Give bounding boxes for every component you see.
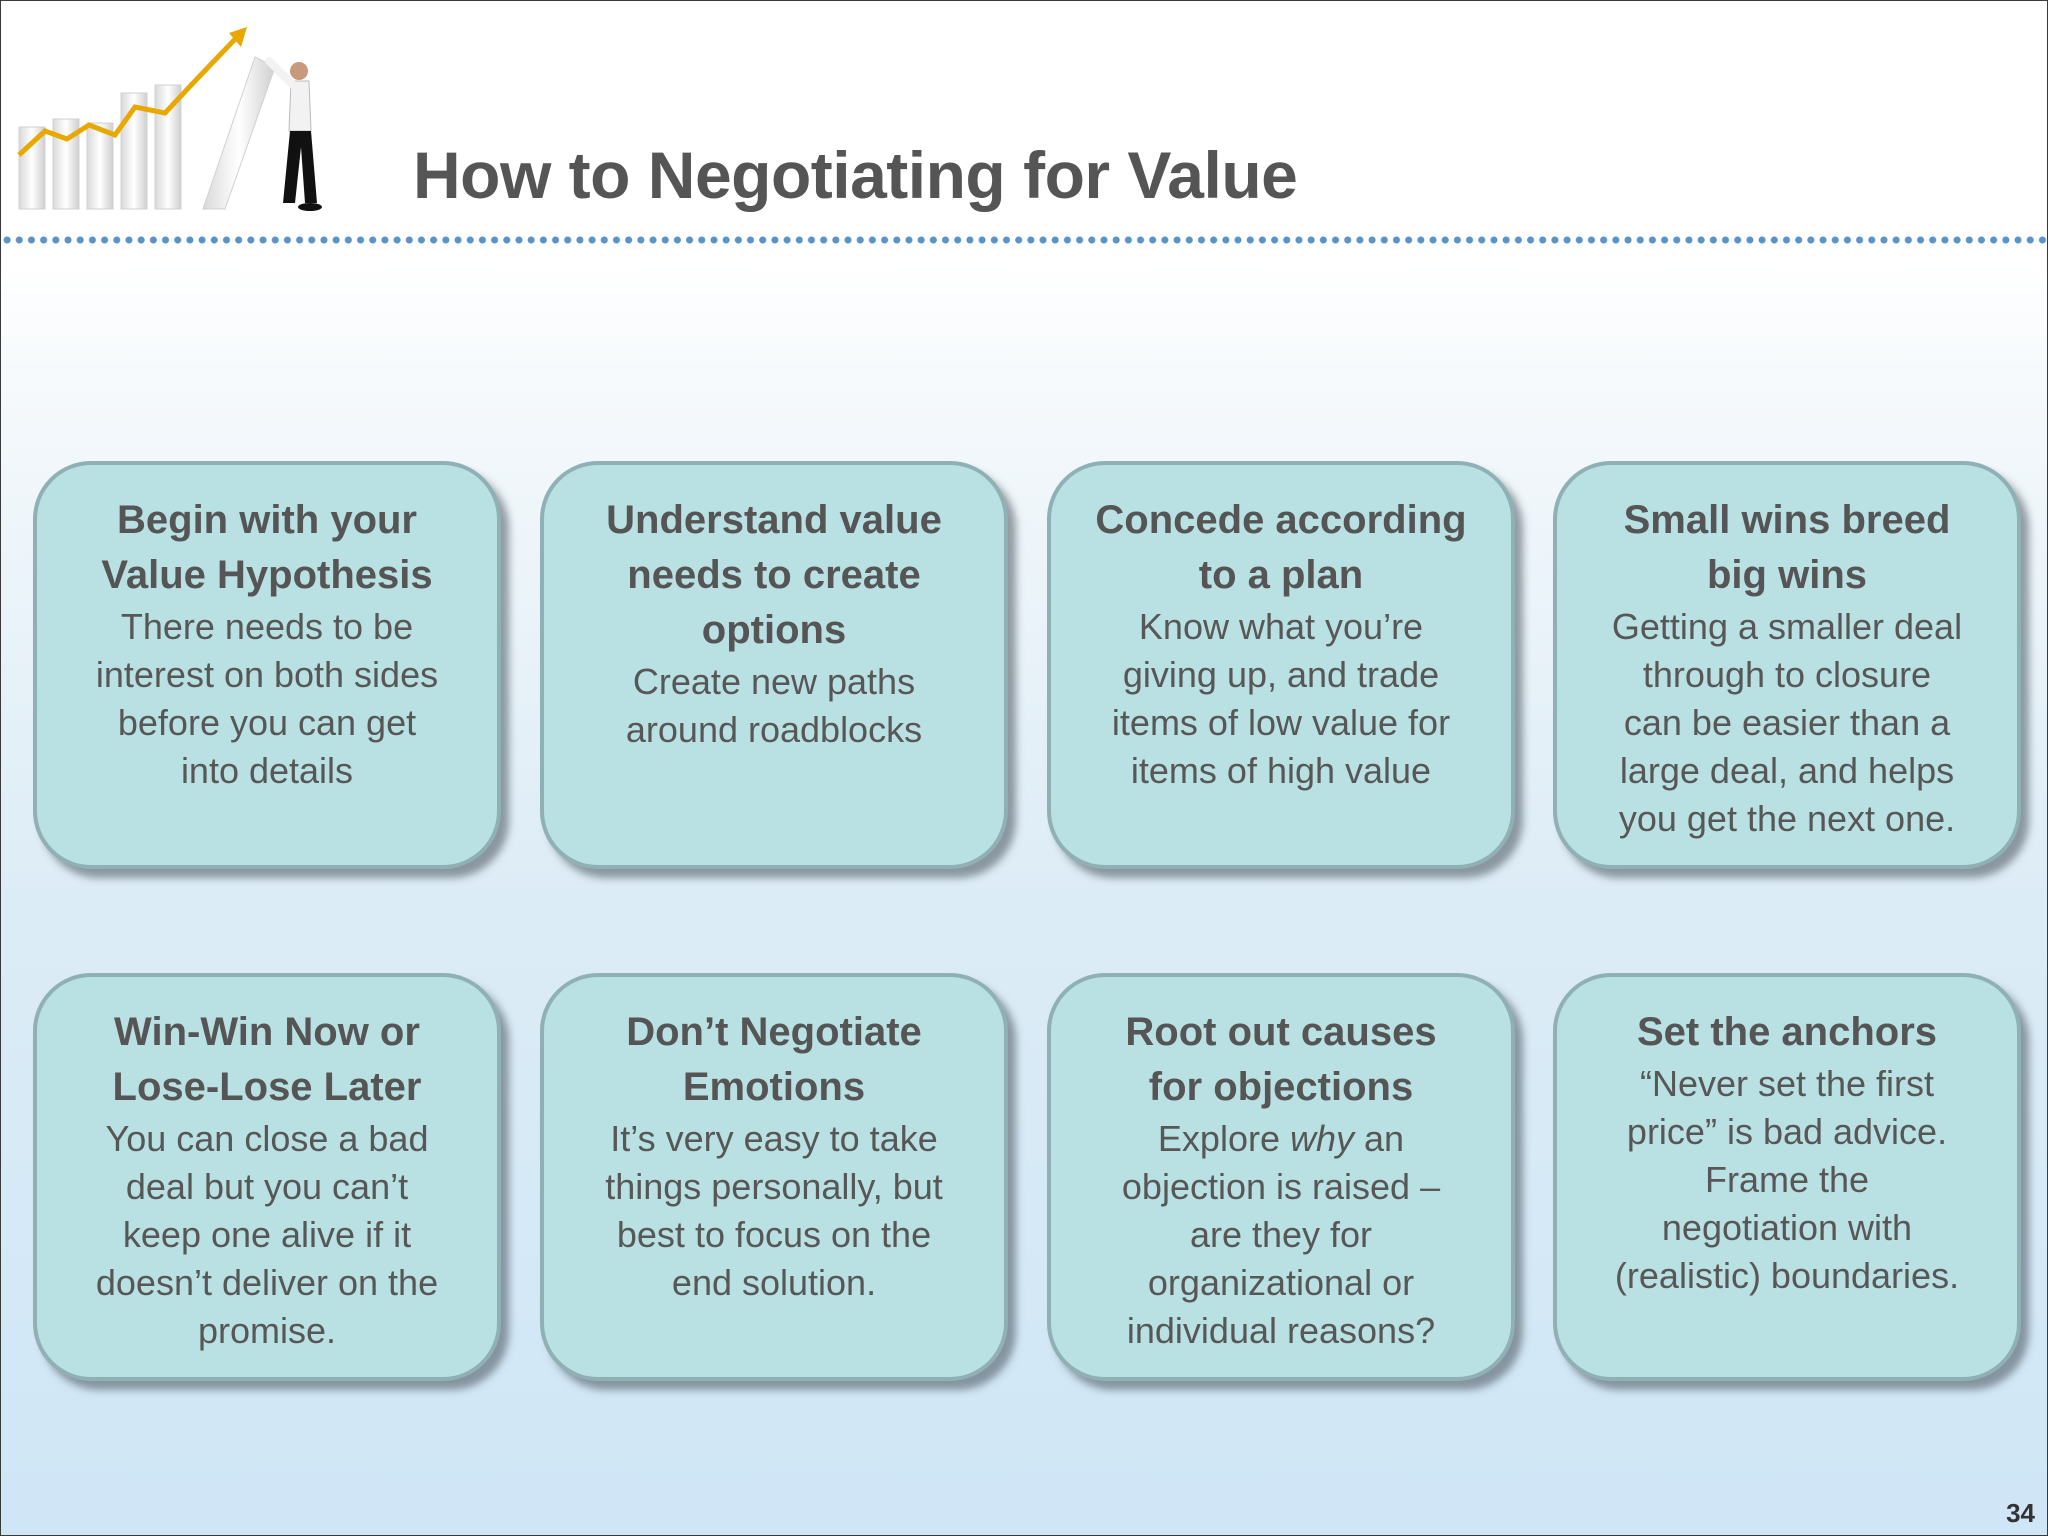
- card-small-wins: [1553, 461, 2021, 869]
- card-title: Understand value needs to create options: [606, 498, 942, 652]
- card-title: Concede according to a plan: [1095, 498, 1467, 597]
- card-body: There needs to be interest on both sides before you can get into details: [95, 606, 439, 791]
- card-set-anchors: [1553, 973, 2021, 1381]
- card-body: Know what you’re giving up, and trade items of low value for items of high value: [1111, 606, 1451, 791]
- card-root-out-causes: [1047, 973, 1515, 1381]
- card-concede-plan: [1047, 461, 1515, 869]
- card-body-prefix: Explore: [1157, 1118, 1290, 1159]
- businessman-pushing-growth-chart-icon: [15, 27, 355, 217]
- card-title: Begin with your Value Hypothesis: [101, 498, 433, 597]
- page-number: 34: [2006, 1498, 2035, 1528]
- card-body: [1077, 1115, 1485, 1355]
- card-body-suffix: an objection is raised – are they for organizational or individual reasons?: [1121, 1118, 1441, 1351]
- card-title: Small wins breed big wins: [1623, 498, 1951, 597]
- card-body: It’s very easy to take things personally, but best to focus on the end solution.: [605, 1118, 943, 1303]
- card-body: You can close a bad deal but you can’t keep one alive if it doesn’t deliver on the promise.: [95, 1118, 439, 1351]
- card-body: Create new paths around roadblocks: [625, 661, 923, 750]
- card-dont-negotiate-emotions: [540, 973, 1008, 1381]
- card-title: Root out causes for objections: [1125, 1010, 1437, 1109]
- card-title: Set the anchors: [1636, 1010, 1938, 1054]
- card-title: Win-Win Now or Lose-Lose Later: [112, 1010, 422, 1109]
- card-value-hypothesis: [33, 461, 501, 869]
- card-title: Don’t Negotiate Emotions: [626, 1010, 922, 1109]
- page-title: How to Negotiating for Value: [413, 138, 1298, 212]
- dotted-divider: [1, 233, 2048, 247]
- card-body: “Never set the first price” is bad advice. Frame the negotiation with (realistic) boundaries.: [1614, 1063, 1960, 1296]
- card-body: Getting a smaller deal through to closure can be easier than a large deal, and helps you get the next one.: [1611, 606, 1963, 839]
- card-win-win: [33, 973, 501, 1381]
- card-body-emphasis: why: [1290, 1118, 1355, 1159]
- card-understand-value: [540, 461, 1008, 869]
